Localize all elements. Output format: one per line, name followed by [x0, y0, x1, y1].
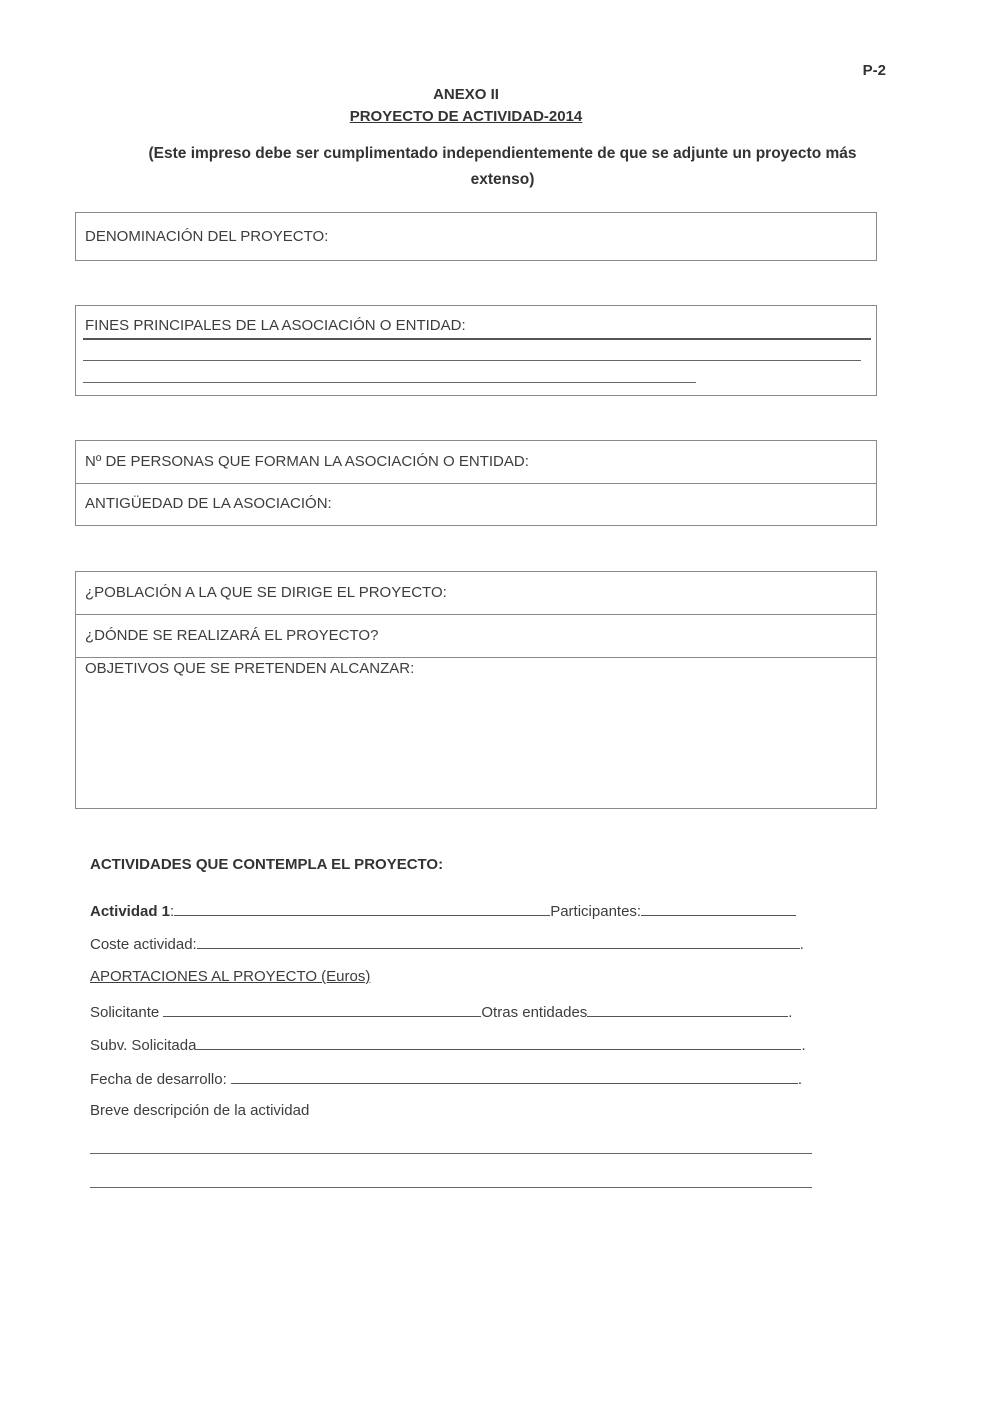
- denominacion-label: DENOMINACIÓN DEL PROYECTO:: [85, 228, 329, 245]
- participantes-label: Participantes:: [550, 903, 642, 920]
- participantes-input[interactable]: [641, 901, 796, 916]
- antiguedad-field[interactable]: [76, 484, 876, 525]
- otras-label: Otras entidades: [481, 1004, 588, 1021]
- donde-field[interactable]: [76, 615, 876, 658]
- fines-line-1: [83, 338, 871, 340]
- otras-period: .: [788, 1004, 793, 1021]
- personas-label: Nº DE PERSONAS QUE FORMAN LA ASOCIACIÓN O ENTIDAD:: [85, 453, 529, 470]
- objetivos-field[interactable]: [76, 658, 876, 808]
- fecha-row: [90, 1069, 802, 1088]
- page-title: PROYECTO DE ACTIVIDAD-2014: [349, 108, 583, 125]
- descripcion-line-2[interactable]: [90, 1187, 812, 1188]
- asociacion-box: [75, 440, 877, 526]
- subv-input[interactable]: [196, 1035, 801, 1050]
- solicitante-input[interactable]: [163, 1002, 481, 1017]
- coste-period: .: [799, 936, 804, 953]
- subv-label: Subv. Solicitada: [90, 1037, 197, 1054]
- otras-input[interactable]: [587, 1002, 788, 1017]
- instruction-note: (Este impreso debe ser cumplimentado independientemente de que se adjunte un proyecto más extenso): [148, 145, 857, 188]
- fines-line-3: [83, 382, 696, 383]
- actividad-colon: :: [170, 903, 175, 920]
- coste-label: Coste actividad:: [90, 936, 197, 953]
- solicitante-label: Solicitante: [90, 1004, 160, 1021]
- page-code: P-2: [862, 62, 886, 79]
- fines-label: FINES PRINCIPALES DE LA ASOCIACIÓN O ENTIDAD:: [85, 317, 466, 334]
- aportaciones-heading: APORTACIONES AL PROYECTO (Euros): [90, 968, 371, 985]
- donde-label: ¿DÓNDE SE REALIZARÁ EL PROYECTO?: [85, 627, 379, 644]
- subv-row: [90, 1035, 806, 1054]
- personas-field[interactable]: [76, 441, 876, 484]
- actividades-heading: ACTIVIDADES QUE CONTEMPLA EL PROYECTO:: [90, 856, 444, 873]
- descripcion-label: Breve descripción de la actividad: [90, 1102, 310, 1119]
- poblacion-label: ¿POBLACIÓN A LA QUE SE DIRIGE EL PROYECTO:: [85, 584, 447, 601]
- coste-input[interactable]: [197, 934, 800, 949]
- fines-box[interactable]: [75, 305, 877, 396]
- proyecto-box: [75, 571, 877, 809]
- actividad-label: Actividad 1: [90, 903, 171, 920]
- coste-row: [90, 934, 804, 953]
- objetivos-label: OBJETIVOS QUE SE PRETENDEN ALCANZAR:: [85, 660, 415, 677]
- fecha-input[interactable]: [231, 1069, 798, 1084]
- descripcion-line-1[interactable]: [90, 1153, 812, 1154]
- antiguedad-label: ANTIGÜEDAD DE LA ASOCIACIÓN:: [85, 495, 332, 512]
- annex-heading: ANEXO II: [433, 86, 499, 103]
- fines-line-2: [83, 360, 861, 361]
- poblacion-field[interactable]: [76, 572, 876, 615]
- actividad-row: [90, 901, 796, 920]
- denominacion-box[interactable]: [75, 212, 877, 261]
- fecha-period: .: [797, 1071, 803, 1088]
- subv-period: .: [801, 1037, 806, 1054]
- solicitante-row: [90, 1002, 792, 1021]
- fecha-label: Fecha de desarrollo:: [90, 1071, 227, 1088]
- actividad-input[interactable]: [174, 901, 550, 916]
